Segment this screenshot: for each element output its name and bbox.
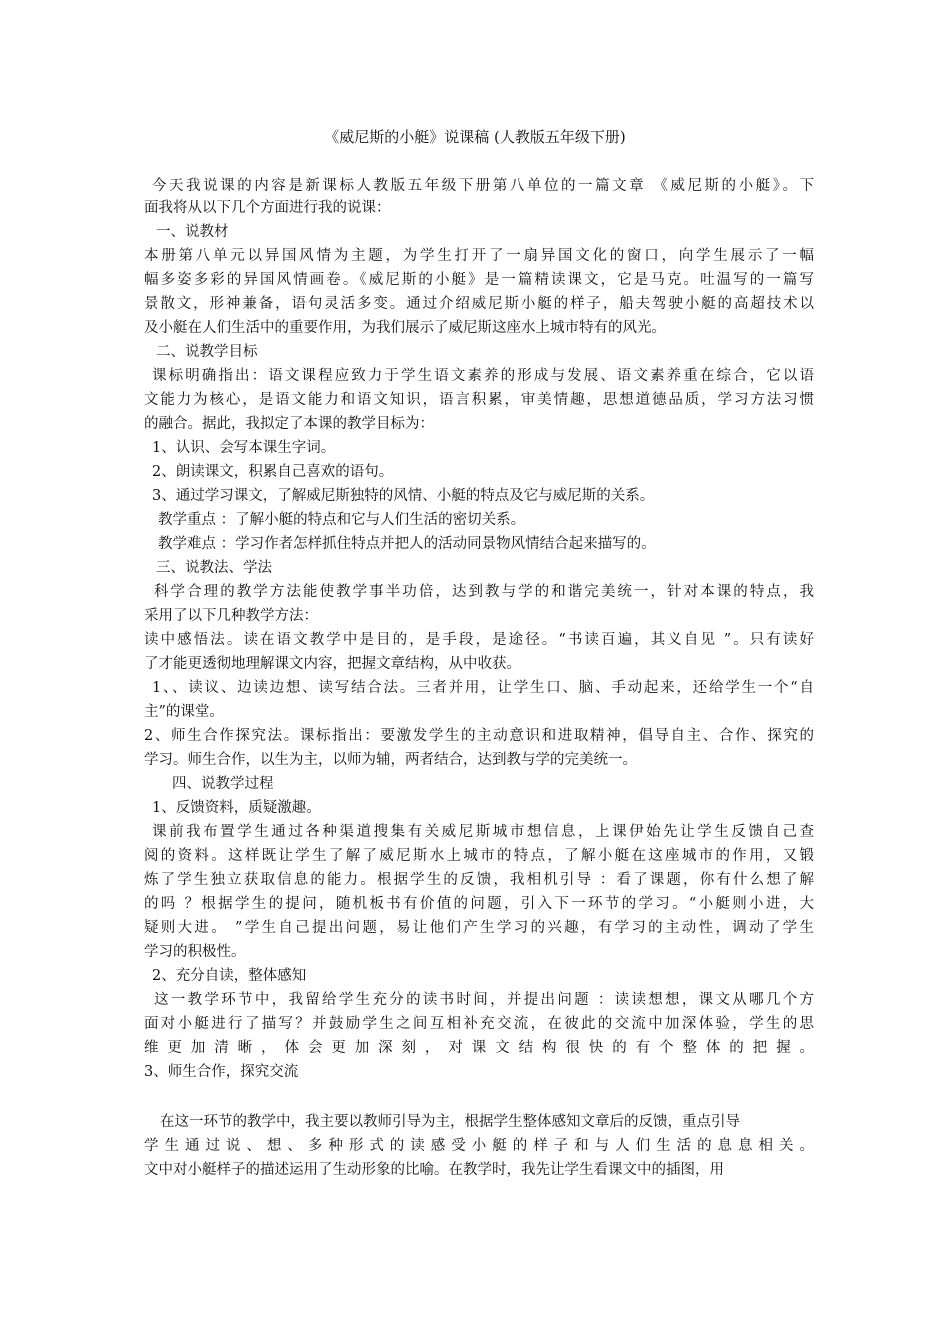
text-line: 今天我说课的内容是新课标人教版五年级下册第八单位的一篇文章 《威尼斯的小艇》。下 (152, 178, 814, 194)
text-line: 四、说教学过程 (172, 776, 274, 792)
document-title: 《威尼斯的小艇》说课稿 (人教版五年级下册) (324, 128, 626, 146)
text-line: 一、说教材 (156, 224, 229, 240)
text-line: 在这一环节的教学中，我主要以教师引导为主，根据学生整体感知文章后的反馈，重点引导 (160, 1114, 740, 1130)
text-line: 3、通过学习课文，了解威尼斯独特的风情、小艇的特点及它与威尼斯的关系。 (152, 488, 655, 504)
text-line: 2、师生合作探究法。课标指出：要激发学生的主动意识和进取精神，倡导自主、合作、探究的 (144, 728, 814, 744)
text-line: 面我将从以下几个方面进行我的说课： (144, 200, 391, 216)
text-line: 这一教学环节中，我留给学生充分的读书时间，并提出问题 ：读读想想，课文从哪几个方 (154, 992, 814, 1008)
text-line: 幅多姿多彩的异国风情画卷。《威尼斯的小艇》是一篇精读课文，它是马克。吐温写的一篇写 (144, 272, 814, 288)
text-line: 读中感悟法。读在语文教学中是目的，是手段，是途径。“书读百遍，其义自见 ”。只有读好 (144, 632, 814, 648)
text-line: 1、认识、会写本课生字词。 (152, 440, 336, 456)
text-line: 课前我布置学生通过各种渠道搜集有关威尼斯城市想信息，上课伊始先让学生反馈自己查 (152, 824, 814, 840)
text-line: 疑则大进。 ”学生自己提出问题，易让他们产生学习的兴趣，有学习的主动性，调动了学生 (144, 920, 814, 936)
text-line: 炼了学生独立获取信息的能力。根据学生的反馈，我相机引导 ：看了课题，你有什么想了解 (144, 872, 814, 888)
text-line: 及小艇在人们生活中的重要作用，为我们展示了威尼斯这座水上城市特有的风光。 (144, 320, 666, 336)
text-line: 1、、读议、边读边想、读写结合法。三者并用，让学生口、脑、手动起来，还给学生一个“自 (152, 680, 814, 696)
text-line: 2、充分自读，整体感知 (152, 968, 307, 984)
text-line: 学生通过说、想、多种形式的读感受小艇的样子和与人们生活的息息相关。 (144, 1138, 814, 1154)
text-line: 采用了以下几种教学方法： (144, 608, 318, 624)
text-line: 景散文，形神兼备，语句灵活多变。通过介绍威尼斯小艇的样子，船夫驾驶小艇的高超技术以 (144, 296, 814, 312)
text-line: 文能力为核心，是语文能力和语文知识，语言积累，审美情趣，思想道德品质，学习方法习惯 (144, 392, 814, 408)
text-line: 维更加清晰，体会更加深刻，对课文结构很快的有个整体的把握。 (144, 1040, 814, 1056)
text-line: 文中对小艇样子的描述运用了生动形象的比喻。在教学时，我先让学生看课文中的插图，用 (144, 1162, 724, 1178)
text-line: 的融合。据此，我拟定了本课的教学目标为： (144, 416, 434, 432)
text-line: 了才能更透彻地理解课文内容，把握文章结构，从中收获。 (144, 656, 521, 672)
text-line: 学习的积极性。 (144, 944, 246, 960)
text-line: 科学合理的教学方法能使教学事半功倍，达到教与学的和谐完美统一，针对本课的特点，我 (154, 584, 814, 600)
text-line: 3、师生合作，探究交流 (144, 1064, 299, 1080)
text-line: 三、说教法、学法 (156, 560, 272, 576)
text-line: 二、说教学目标 (156, 344, 258, 360)
text-line: 本册第八单元以异国风情为主题，为学生打开了一扇异国文化的窗口，向学生展示了一幅 (144, 248, 814, 264)
text-line: 课标明确指出：语文课程应致力于学生语文素养的形成与发展、语文素养重在综合，它以语 (152, 368, 814, 384)
text-line: 学习。师生合作，以生为主，以师为辅，两者结合，达到教与学的完美统一。 (144, 752, 637, 768)
text-line: 教学重点 ：了解小艇的特点和它与人们生活的密切关系。 (158, 512, 526, 528)
text-line: 面对小艇进行了描写？并鼓励学生之间互相补充交流，在彼此的交流中加深体验，学生的思 (144, 1016, 814, 1032)
text-line: 的吗 ？根据学生的提问，随机板书有价值的问题，引入下一环节的学习。“小艇则小进，大 (144, 896, 814, 912)
text-line: 阅的资料。这样既让学生了解了威尼斯水上城市的特点，了解小艇在这座城市的作用，又锻 (144, 848, 814, 864)
text-line: 1、反馈资料，质疑激趣。 (152, 800, 321, 816)
text-line: 2、朗读课文，积累自己喜欢的语句。 (152, 464, 394, 480)
text-line: 教学难点 ：学习作者怎样抓住特点并把人的活动同景物风情结合起来描写的。 (158, 536, 656, 552)
text-line: 主”的课堂。 (144, 704, 224, 720)
